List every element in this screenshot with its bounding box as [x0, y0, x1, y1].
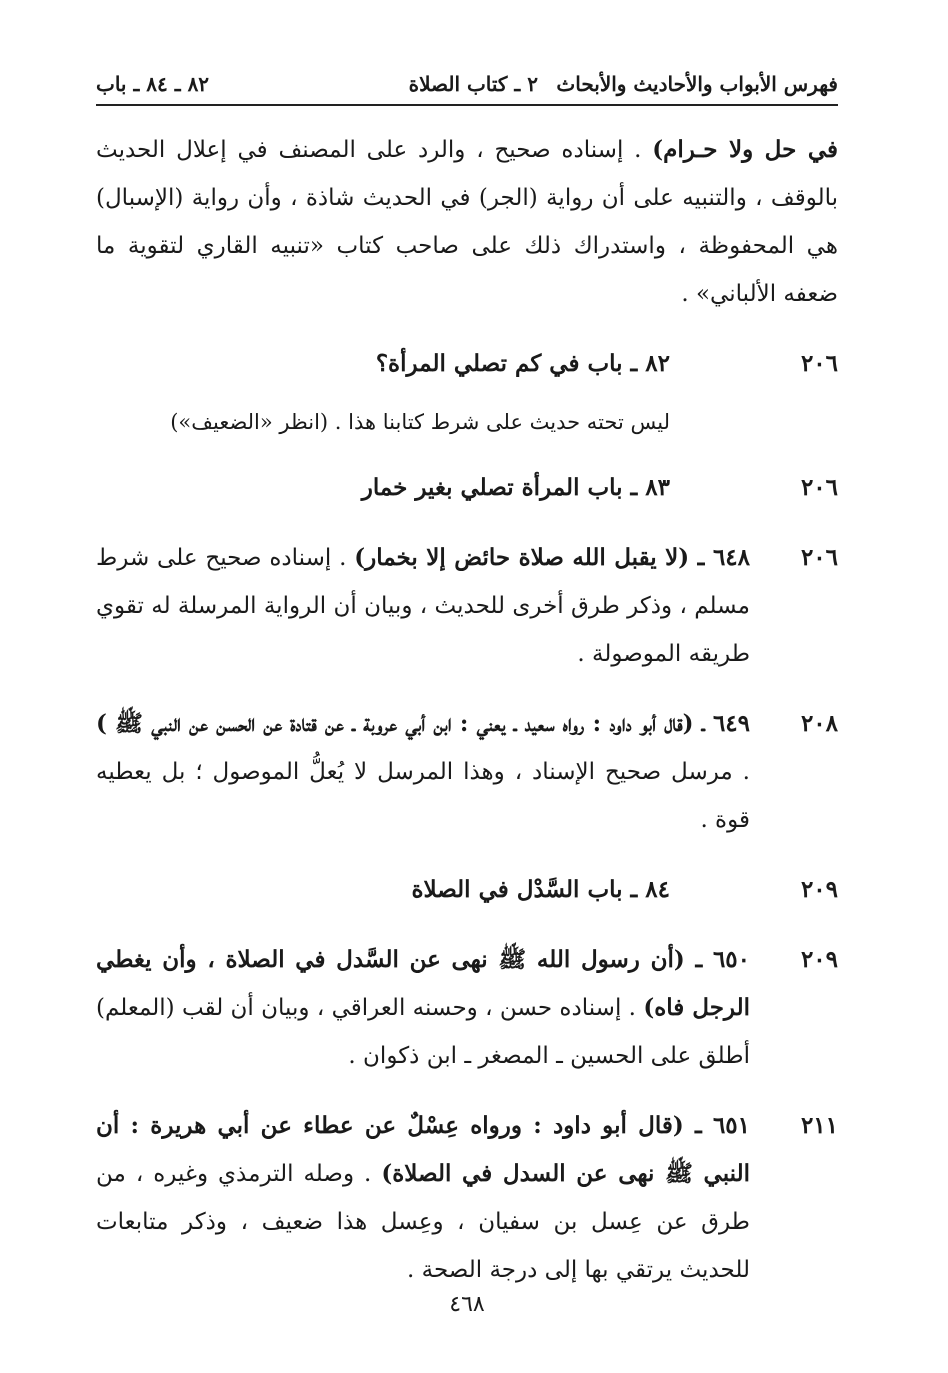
intro-bold-lead: في حل ولا حـرام): [652, 136, 838, 163]
hadith-650-bold: ٦٥٠ ـ (أن رسول الله ﷺ نهى عن السَّدل في الصلاة ، وأن يغطي الرجل فاه): [96, 946, 750, 1021]
hadith-entry-651: [96, 1102, 838, 1294]
hadith-649-text: [96, 700, 750, 844]
hadith-649-bold: ٦٤٩ ـ (قال أبو داود : رواه سعيد ـ يعني : ابن أبي عروبة ـ عن قتادة عن الحسن عن النبي ﷺ ): [96, 710, 750, 737]
page-number: ٤٦٨: [449, 1292, 485, 1317]
document-page: [96, 70, 838, 1340]
hadith-entry-649: [96, 700, 838, 844]
hadith-entry-650: [96, 936, 838, 1080]
chapter-heading-84: [96, 866, 838, 914]
page-body: [96, 126, 838, 1294]
chapter-heading-82: [96, 340, 838, 388]
hadith-648-bold: ٦٤٨ ـ (لا يقبل الله صلاة حائض إلا بخمار): [354, 544, 750, 571]
hadith-650-comment: . إسناده حسن ، وحسنه العراقي ، وبيان أن لقب (المعلم) أطلق على الحسين ـ المصغر ـ ابن ذكوان .: [96, 995, 750, 1069]
hadith-649-comment: . مرسل صحيح الإسناد ، وهذا المرسل لا يُعلُّ الموصول ؛ بل يعطيه قوة .: [96, 759, 750, 833]
hadith-651-bold: ٦٥١ ـ (قال أبو داود : ورواه عِسْلٌ عن عطاء عن أبي هريرة : أن النبي ﷺ نهى عن السدل في الصلاة): [96, 1112, 750, 1187]
hadith-651-page-ref: ٢١١: [800, 1112, 838, 1139]
header-section-title: فهرس الأبواب والأحاديث والأبحاث: [556, 72, 838, 96]
hadith-651-comment: . وصله الترمذي وغيره ، من طرق عن عِسل بن سفيان ، وعِسل هذا ضعيف ، وذكر متابعات للحديث يرتقي بها إلى درجة الصحة .: [96, 1161, 750, 1283]
chapter-82-note: ليس تحته حديث على شرط كتابنا هذا . (انظر «الضعيف»): [170, 410, 670, 434]
hadith-648-page-ref: ٢٠٦: [800, 544, 838, 571]
chapter-84-title: ٨٤ ـ باب السَّدْل في الصلاة: [411, 876, 670, 903]
chapter-84-page-ref: ٢٠٩: [800, 876, 838, 903]
hadith-650-text: [96, 936, 750, 1080]
chapter-83-title: ٨٣ ـ باب المرأة تصلي بغير خمار: [361, 474, 670, 501]
header-chapter-range: ٨٢ ـ ٨٤ ـ باب: [96, 72, 210, 96]
chapter-82-page-ref: ٢٠٦: [800, 350, 838, 377]
hadith-649-page-ref: ٢٠٨: [800, 710, 838, 737]
running-header: [96, 70, 838, 106]
header-book-title: ٢ ـ كتاب الصلاة: [408, 72, 538, 96]
hadith-entry-648: [96, 534, 838, 678]
chapter-heading-83: [96, 464, 838, 512]
chapter-83-page-ref: ٢٠٦: [800, 474, 838, 501]
hadith-651-text: [96, 1102, 750, 1294]
chapter-82-title: ٨٢ ـ باب في كم تصلي المرأة؟: [375, 350, 670, 377]
intro-text: . إسناده صحيح ، والرد على المصنف في إعلال الحديث بالوقف ، والتنبيه على أن رواية (الجر) في الحديث شاذة ، وأن رواية (الإسبال) هي المحفوظة ، واستدراك ذلك على صاحب كتاب «تنبيه القاري لتقوية ما ضعفه الألباني» .: [96, 137, 838, 307]
hadith-648-text: [96, 534, 750, 678]
hadith-650-page-ref: ٢٠٩: [800, 946, 838, 973]
intro-paragraph: [96, 126, 838, 318]
hadith-648-comment: . إسناده صحيح على شرط مسلم ، وذكر طرق أخرى للحديث ، وبيان أن الرواية المرسلة له تقوي طريقه الموصولة .: [96, 545, 750, 667]
